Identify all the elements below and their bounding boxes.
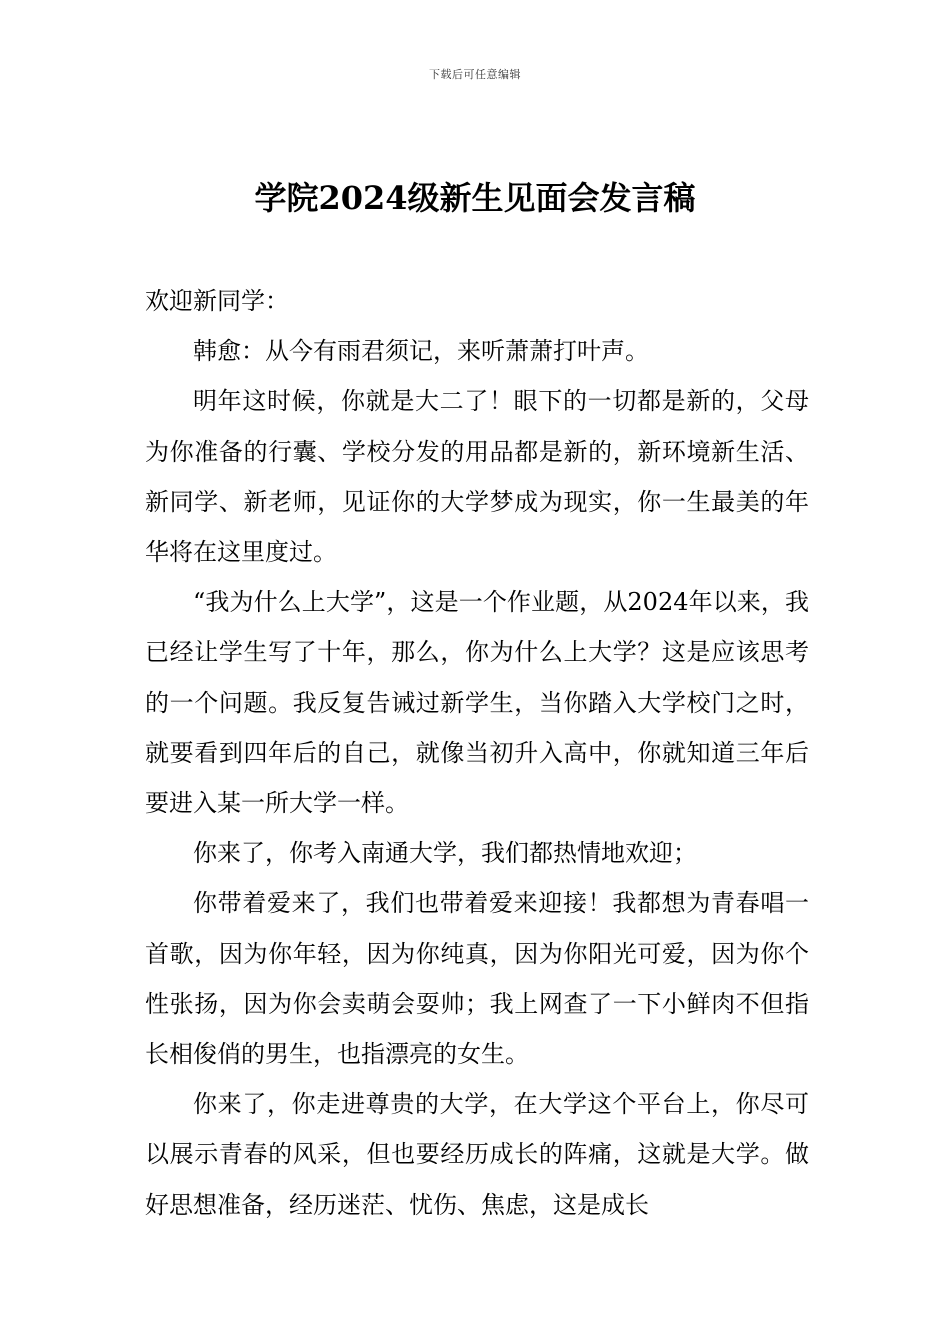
document-body: [145, 276, 809, 1230]
salutation: 欢迎新同学：: [145, 287, 289, 315]
paragraph-quote: 韩愈：从今有雨君须记，来听萧萧打叶声。: [193, 337, 649, 366]
paragraph: 你来了，你考入南通大学，我们都热情地欢迎；: [193, 839, 697, 868]
paragraph: 明年这时候，你就是大二了！眼下的一切都是新的，父母为你准备的行囊、学校分发的用品都是新的，新环境新生活、新同学、新老师，见证你的大学梦成为现实，你一生最美的年华将在这里度过。: [145, 387, 809, 567]
header-note: 下载后可任意编辑: [429, 68, 521, 81]
paragraph: “我为什么上大学”，这是一个作业题，从2024年以来，我已经让学生写了十年，那么，你为什么上大学？这是应该思考的一个问题。我反复告诫过新学生，当你踏入大学校门之时，就要看到四年后的自己，就像当初升入高中，你就知道三年后要进入某一所大学一样。: [145, 588, 809, 818]
paragraph: 你带着爱来了，我们也带着爱来迎接！我都想为青春唱一首歌，因为你年轻，因为你纯真，因为你阳光可爱，因为你个性张扬，因为你会卖萌会耍帅；我上网查了一下小鲜肉不但指长相俊俏的男生，也指漂亮的女生。: [145, 889, 809, 1069]
document-title: 学院2024级新生见面会发言稿: [254, 179, 696, 217]
paragraph: 你来了，你走进尊贵的大学，在大学这个平台上，你尽可以展示青春的风采，但也要经历成长的阵痛，这就是大学。做好思想准备，经历迷茫、忧伤、焦虑，这是成长: [145, 1090, 809, 1219]
